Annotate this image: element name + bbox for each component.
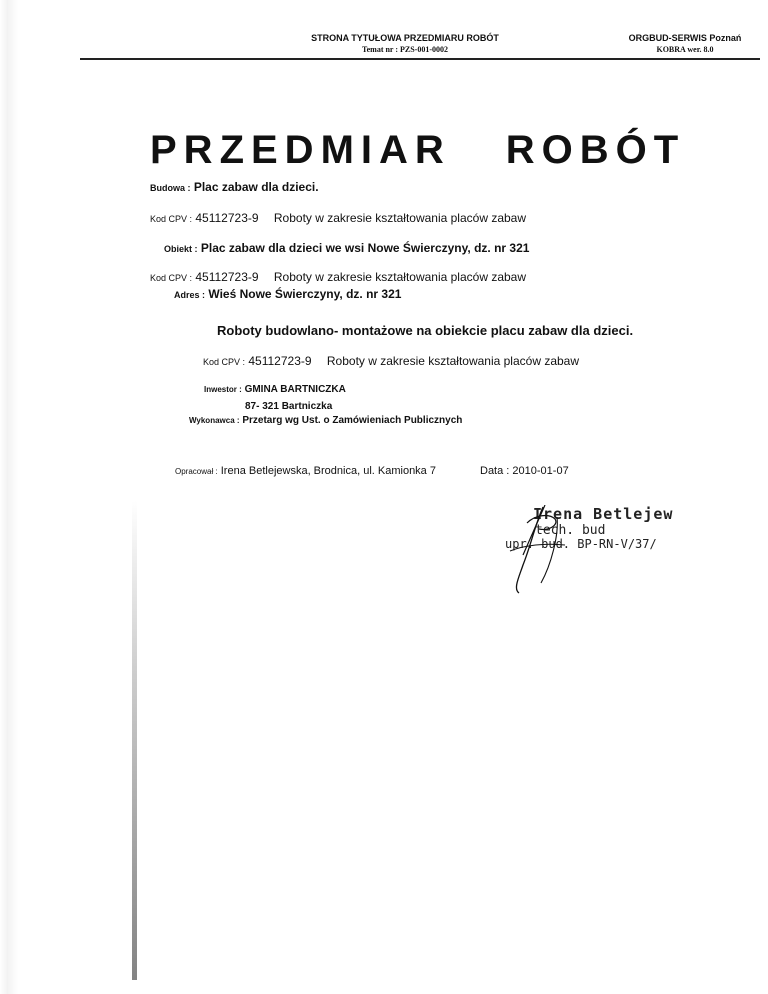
obiekt-row <box>164 241 529 255</box>
cpv-code: 45112723-9 <box>195 211 259 225</box>
header-temat: Temat nr : PZS-001-0002 <box>362 45 448 54</box>
works-title: Roboty budowlano- montażowe na obiekcie placu zabaw dla dzieci. <box>217 323 634 338</box>
budowa-value: Plac zabaw dla dzieci. <box>193 180 319 194</box>
adres-value: Wieś Nowe Świerczyny, dz. nr 321 <box>208 287 402 301</box>
cpv-row-1 <box>150 211 526 225</box>
inwestor-name: GMINA BARTNICZKA <box>244 384 346 395</box>
opracowal-row <box>175 465 436 477</box>
cpv-label: Kod CPV : <box>150 273 193 283</box>
wykonawca-value: Przetarg wg Ust. o Zamówieniach Publicznych <box>242 415 463 426</box>
cpv-code: 45112723-9 <box>248 354 312 368</box>
header-company-block <box>610 32 760 56</box>
budowa-label: Budowa : <box>150 183 191 193</box>
opracowal-label: Opracował : <box>175 467 218 476</box>
author-stamp <box>505 505 674 595</box>
cpv-label: Kod CPV : <box>203 357 246 367</box>
document-title-left: PRZEDMIAR <box>150 128 451 172</box>
document-title <box>150 128 686 173</box>
data-row <box>480 465 569 477</box>
cpv-desc: Roboty w zakresie kształtowania placów zabaw <box>273 270 527 284</box>
handwritten-signature <box>505 505 645 595</box>
stamp-name: Irena Betlejew <box>533 505 674 523</box>
inwestor-label: Inwestor : <box>204 385 242 394</box>
adres-label: Adres : <box>174 290 206 300</box>
document-title-right: ROBÓT <box>505 128 686 172</box>
cpv-row-3 <box>203 354 579 368</box>
header-software: KOBRA wer. 8.0 <box>656 45 714 54</box>
obiekt-value: Plac zabaw dla dzieci we wsi Nowe Świerczyny, dz. nr 321 <box>200 241 530 255</box>
obiekt-label: Obiekt : <box>164 244 198 254</box>
header-divider <box>80 58 760 60</box>
stamp-license: upr. bud. BP-RN-V/37/ <box>505 537 657 551</box>
header-title-block <box>300 32 510 56</box>
budowa-row <box>150 180 319 194</box>
header-title: STRONA TYTUŁOWA PRZEDMIARU ROBÓT <box>311 33 499 43</box>
scan-edge-shadow <box>0 0 18 994</box>
stamp-title: tech. bud <box>535 523 606 538</box>
scan-artifact <box>132 500 137 980</box>
cpv-row-2 <box>150 270 526 284</box>
wykonawca-row <box>189 415 462 426</box>
cpv-label: Kod CPV : <box>150 214 193 224</box>
wykonawca-label: Wykonawca : <box>189 416 240 425</box>
header-company: ORGBUD-SERWIS Poznań <box>628 33 742 43</box>
cpv-desc: Roboty w zakresie kształtowania placów zabaw <box>326 354 580 368</box>
data-value: 2010-01-07 <box>512 465 569 477</box>
data-label: Data : <box>480 465 510 477</box>
inwestor-row <box>204 384 346 395</box>
cpv-desc: Roboty w zakresie kształtowania placów zabaw <box>273 211 527 225</box>
cpv-code: 45112723-9 <box>195 270 259 284</box>
inwestor-address: 87- 321 Bartniczka <box>245 401 333 412</box>
adres-row <box>174 287 401 301</box>
opracowal-value: Irena Betlejewska, Brodnica, ul. Kamionka 7 <box>220 465 436 477</box>
